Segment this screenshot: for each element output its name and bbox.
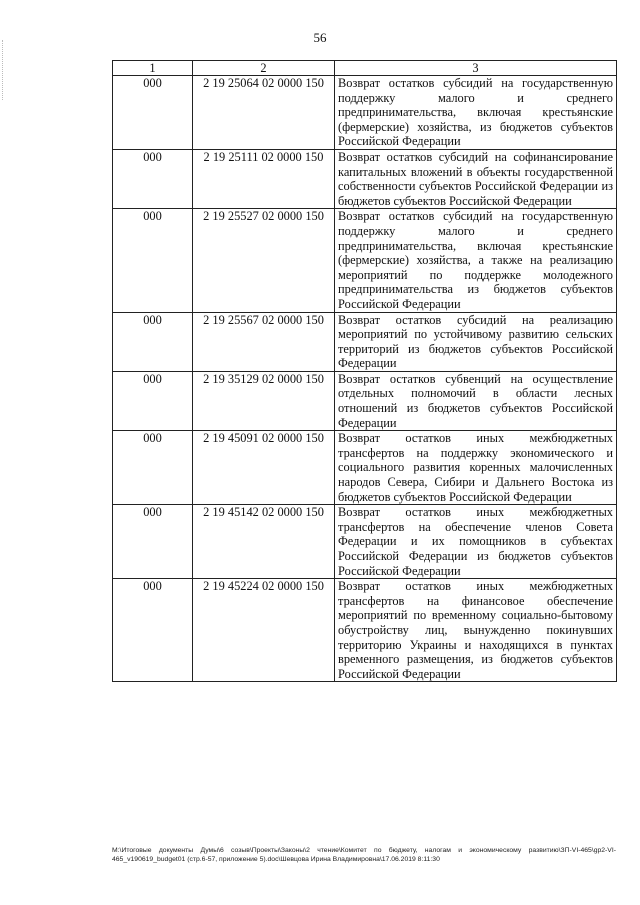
budget-code-cell: 2 19 25567 02 0000 150: [193, 312, 335, 371]
budget-code-cell: 2 19 35129 02 0000 150: [193, 371, 335, 430]
column-header-3: 3: [335, 61, 617, 76]
description-cell: Возврат остатков иных межбюджетных трансфертов на финансовое обеспечение мероприятий по временному социально-бытовому обустройству лиц, вынужденно покинувших территорию Украины и находящихся в пунктах временного размещения, из бюджетов субъектов Российской Федерации: [335, 579, 617, 682]
admin-code-cell: 000: [113, 579, 193, 682]
description-cell: Возврат остатков иных межбюджетных трансфертов на обеспечение членов Совета Федерации и их помощников в субъектах Российской Федерации из бюджетов субъектов Российской Федерации: [335, 505, 617, 579]
admin-code-cell: 000: [113, 505, 193, 579]
table-row: [113, 149, 617, 208]
budget-code-cell: 2 19 25064 02 0000 150: [193, 76, 335, 150]
budget-code-cell: 2 19 25111 02 0000 150: [193, 149, 335, 208]
table-row: [113, 312, 617, 371]
admin-code-cell: 000: [113, 371, 193, 430]
document-path-footer: М:\Итоговые документы Думы\6 созыв\Проекты\Законы\2 чтение\Комитет по бюджету, налогам и экономическому развитию\ЗП-VI-465\gp2-VI-465_v190619_budget01 (стр.6-57, приложение 5).doc\Шевцова Ирина Владимировна\17.06.2019 8:11:30: [112, 847, 616, 863]
column-header-2: 2: [193, 61, 335, 76]
description-cell: Возврат остатков иных межбюджетных трансфертов на поддержку экономического и социального развития коренных малочисленных народов Севера, Сибири и Дальнего Востока из бюджетов субъектов Российской Федерации: [335, 431, 617, 505]
admin-code-cell: 000: [113, 76, 193, 150]
budget-code-cell: 2 19 25527 02 0000 150: [193, 209, 335, 312]
budget-code-cell: 2 19 45142 02 0000 150: [193, 505, 335, 579]
admin-code-cell: 000: [113, 209, 193, 312]
budget-code-cell: 2 19 45224 02 0000 150: [193, 579, 335, 682]
table-row: [113, 371, 617, 430]
page-number: 56: [313, 30, 327, 45]
table-row: [113, 505, 617, 579]
admin-code-cell: 000: [113, 431, 193, 505]
admin-code-cell: 000: [113, 149, 193, 208]
description-cell: Возврат остатков субвенций на осуществление отдельных полномочий в области лесных отношений из бюджетов субъектов Российской Федерации: [335, 371, 617, 430]
description-cell: Возврат остатков субсидий на софинансирование капитальных вложений в объекты государственной собственности субъектов Российской Федерации из бюджетов субъектов Российской Федерации: [335, 149, 617, 208]
table-row: [113, 209, 617, 312]
budget-codes-table: [112, 60, 617, 682]
column-header-1: 1: [113, 61, 193, 76]
margin-mark: [2, 40, 5, 100]
description-cell: Возврат остатков субсидий на государственную поддержку малого и среднего предпринимательства, включая крестьянские (фермерские) хозяйства, а также на реализацию мероприятий по поддержке молодежного предпринимательства из бюджетов субъектов Российской Федерации: [335, 209, 617, 312]
table-header-row: [113, 61, 617, 76]
table-row: [113, 579, 617, 682]
table-row: [113, 431, 617, 505]
budget-code-cell: 2 19 45091 02 0000 150: [193, 431, 335, 505]
description-cell: Возврат остатков субсидий на реализацию мероприятий по устойчивому развитию сельских территорий из бюджетов субъектов Российской Федерации: [335, 312, 617, 371]
table-row: [113, 76, 617, 150]
description-cell: Возврат остатков субсидий на государственную поддержку малого и среднего предпринимательства, включая крестьянские (фермерские) хозяйства, из бюджетов субъектов Российской Федерации: [335, 76, 617, 150]
admin-code-cell: 000: [113, 312, 193, 371]
